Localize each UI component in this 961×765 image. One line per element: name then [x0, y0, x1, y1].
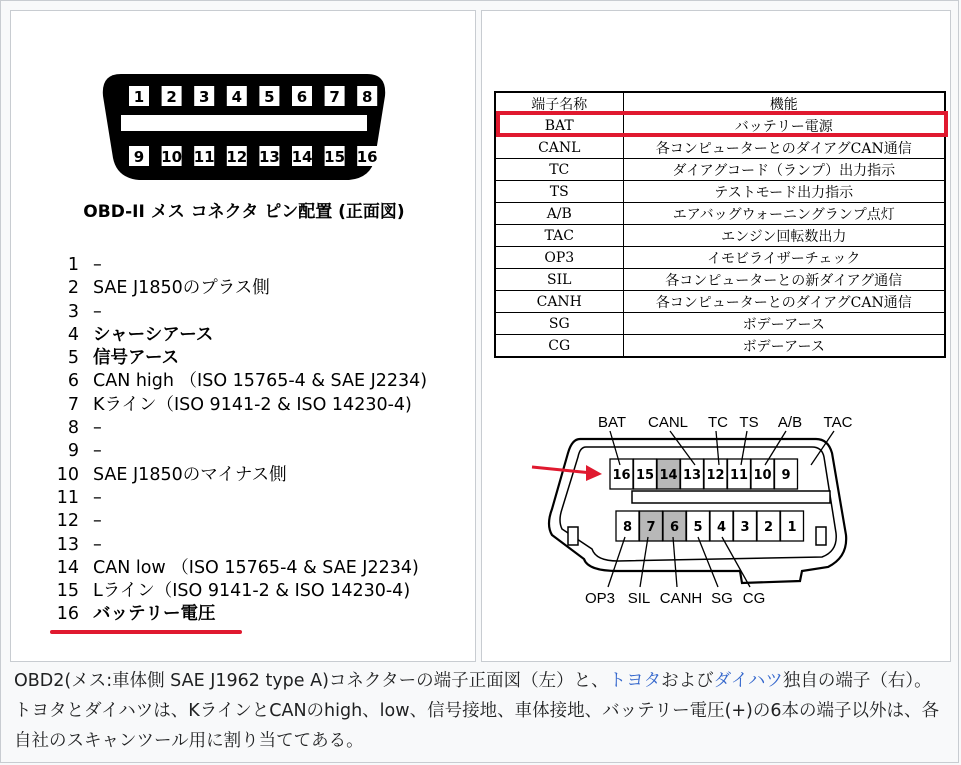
table-row — [495, 269, 945, 291]
pin-number: 2 — [67, 278, 79, 299]
terminal-name-cell: TS — [495, 181, 623, 203]
terminal-name-cell: TC — [495, 159, 623, 181]
terminal-pin-13: 13 — [682, 468, 702, 483]
pin-description: – — [93, 487, 102, 508]
bat-row-red-highlight — [496, 111, 948, 137]
terminal-pin-3: 3 — [740, 520, 750, 535]
obd2-pinout-image[interactable] — [10, 10, 476, 662]
label-ab: A/B — [777, 414, 803, 431]
connector-pin-3: 3 — [198, 88, 210, 106]
terminal-name-cell: CANL — [495, 137, 623, 159]
pin-description: CAN low （ISO 15765-4 & SAE J2234) — [93, 557, 419, 578]
terminal-pin-7: 7 — [646, 520, 656, 535]
pin-row-9 — [45, 440, 427, 463]
pin-number: 5 — [67, 348, 79, 369]
pin-description: – — [93, 255, 102, 275]
pin-row-15 — [45, 580, 427, 603]
pin-description: バッテリー電圧 — [93, 604, 216, 625]
connector-pin-14: 14 — [291, 148, 313, 166]
terminal-name-cell: OP3 — [495, 247, 623, 269]
pin-description: – — [93, 441, 102, 462]
pin-number: 3 — [67, 301, 79, 322]
connector-pin-6: 6 — [296, 88, 308, 106]
connector-pin-7: 7 — [329, 88, 340, 106]
connector-pin-8: 8 — [361, 88, 373, 106]
table-row — [495, 159, 945, 181]
connector-pin-11: 11 — [193, 148, 215, 166]
pin-description: SAE J1850のマイナス側 — [93, 464, 287, 485]
label-bat: BAT — [597, 414, 627, 431]
connector-pin-12: 12 — [226, 148, 248, 166]
terminal-name-cell: BAT — [495, 115, 623, 137]
pin-row-5 — [45, 347, 427, 370]
connector-pin-4: 4 — [231, 88, 243, 106]
pin-description: SAE J1850のプラス側 — [93, 278, 270, 299]
pin-row-13 — [45, 534, 427, 557]
terminal-function-cell: バッテリー電源 — [623, 115, 945, 137]
pin-row-8 — [45, 417, 427, 440]
table-row — [495, 247, 945, 269]
pin-row-1 — [45, 254, 427, 277]
table-row — [495, 181, 945, 203]
pin-number: 10 — [56, 464, 79, 485]
pin-number: 4 — [67, 324, 79, 345]
label-op3: OP3 — [584, 590, 616, 607]
table-row — [495, 203, 945, 225]
label-ts: TS — [739, 414, 759, 431]
table-row — [495, 313, 945, 335]
terminal-function-cell: 各コンピューターとのダイアグCAN通信 — [623, 137, 945, 159]
connector-pin-15: 15 — [324, 148, 346, 166]
terminal-name-cell: TAC — [495, 225, 623, 247]
pin-number: 9 — [67, 441, 79, 462]
terminal-function-cell: イモビライザーチェック — [623, 247, 945, 269]
toyota-connector-diagram — [528, 397, 858, 611]
caption-text-2: および — [661, 671, 714, 691]
terminal-pin-9: 9 — [781, 468, 791, 483]
pin-row-7 — [45, 394, 427, 417]
pin-description: – — [93, 534, 102, 555]
pin-row-12 — [45, 510, 427, 533]
table-row — [495, 225, 945, 247]
terminal-pin-15: 15 — [635, 468, 655, 483]
connector-title: OBD-II メス コネクタ ピン配置 (正面図) — [83, 202, 405, 222]
terminal-pin-11: 11 — [729, 468, 749, 483]
pin-row-11 — [45, 487, 427, 510]
pin-list — [45, 254, 427, 627]
caption-text-3: 独自の端子（右）。トヨタとダイハツは、KラインとCANのhigh、low、信号接地、車体接地、バッテリー電圧(+)の6本の端子以外は、各自社のスキャンツール用に割り当ててある。 — [14, 671, 940, 751]
pin-description: – — [93, 418, 102, 439]
pin-number: 8 — [67, 418, 79, 439]
terminal-name-cell: A/B — [495, 203, 623, 225]
terminal-name-cell: CG — [495, 335, 623, 358]
terminal-name-cell: CANH — [495, 291, 623, 313]
pin-row-14 — [45, 557, 427, 580]
connector-pin-9: 9 — [133, 148, 145, 166]
pin-number: 6 — [67, 371, 79, 392]
terminal-pin-2: 2 — [763, 520, 774, 535]
pin-row-3 — [45, 301, 427, 324]
pin-row-4 — [45, 324, 427, 347]
label-sg: SG — [711, 590, 733, 607]
terminal-pin-14: 14 — [659, 468, 678, 483]
pin-row-16 — [45, 603, 427, 626]
pin16-red-underline — [50, 630, 242, 634]
pin-number: 16 — [56, 604, 79, 625]
terminal-pin-4: 4 — [716, 520, 727, 535]
table-row — [495, 291, 945, 313]
pin-number: 1 — [67, 255, 79, 275]
pin-row-2 — [45, 277, 427, 300]
toyota-daihatsu-terminal-image[interactable] — [481, 10, 951, 662]
connector-pin-13: 13 — [258, 148, 280, 166]
connector-pin-5: 5 — [264, 88, 275, 106]
table-row — [495, 335, 945, 358]
terminal-function-cell: ダイアグコード（ランプ）出力指示 — [623, 159, 945, 181]
pin-number: 13 — [56, 534, 79, 555]
label-cg: CG — [742, 590, 766, 607]
header-function: 機能 — [623, 92, 945, 115]
pin-number: 15 — [56, 581, 79, 602]
terminal-function-cell: 各コンピューターとの新ダイアグ通信 — [623, 269, 945, 291]
caption-text-1: OBD2(メス:車体側 SAE J1962 type A)コネクターの端子正面図（左）と、 — [14, 671, 609, 691]
header-terminal-name: 端子名称 — [495, 92, 623, 115]
terminal-pin-12: 12 — [706, 468, 725, 483]
pin-description: Kライン（ISO 9141-2 & ISO 14230-4) — [93, 394, 412, 415]
connector-pin-16: 16 — [356, 148, 378, 166]
link-daihatsu[interactable]: ダイハツ — [713, 671, 783, 691]
pin-number: 12 — [56, 511, 79, 532]
pin-description: CAN high （ISO 15765-4 & SAE J2234) — [93, 371, 428, 392]
terminal-function-cell: エンジン回転数出力 — [623, 225, 945, 247]
terminal-pin-10: 10 — [753, 468, 772, 483]
terminal-pin-1: 1 — [787, 520, 797, 535]
pin-description: – — [93, 301, 102, 322]
label-canh: CANH — [659, 590, 703, 607]
terminal-function-cell: エアバッグウォーニングランプ点灯 — [623, 203, 945, 225]
terminal-function-cell: テストモード出力指示 — [623, 181, 945, 203]
obd2-connector-diagram — [99, 66, 389, 186]
terminal-function-cell: ボデーアース — [623, 335, 945, 358]
terminal-pin-5: 5 — [693, 520, 703, 535]
label-tac: TAC — [823, 414, 853, 431]
terminal-pin-8: 8 — [622, 520, 633, 535]
label-tc: TC — [708, 414, 728, 431]
label-sil: SIL — [627, 590, 651, 607]
pin-number: 14 — [56, 557, 79, 578]
terminal-pin-6: 6 — [669, 520, 680, 535]
connector-pin-1: 1 — [133, 88, 145, 106]
pin-row-6 — [45, 370, 427, 393]
connector-pin-2: 2 — [166, 88, 177, 106]
terminal-name-cell: SG — [495, 313, 623, 335]
pin-row-10 — [45, 464, 427, 487]
label-canl: CANL — [647, 414, 689, 431]
pin-number: 11 — [56, 487, 79, 508]
link-toyota[interactable]: トヨタ — [608, 671, 662, 691]
terminal-function-cell: 各コンピューターとのダイアグCAN通信 — [623, 291, 945, 313]
table-row — [495, 137, 945, 159]
pin-description: 信号アース — [93, 348, 180, 369]
terminal-pin-16: 16 — [612, 468, 631, 483]
figure-caption — [14, 666, 944, 756]
pin-description: – — [93, 511, 102, 532]
connector-pin-10: 10 — [161, 148, 183, 166]
pin-description: シャーシアース — [93, 324, 214, 345]
pin-description: Lライン（ISO 9141-2 & ISO 14230-4) — [93, 581, 411, 602]
terminal-name-cell: SIL — [495, 269, 623, 291]
pin-number: 7 — [67, 394, 79, 415]
terminal-function-cell: ボデーアース — [623, 313, 945, 335]
